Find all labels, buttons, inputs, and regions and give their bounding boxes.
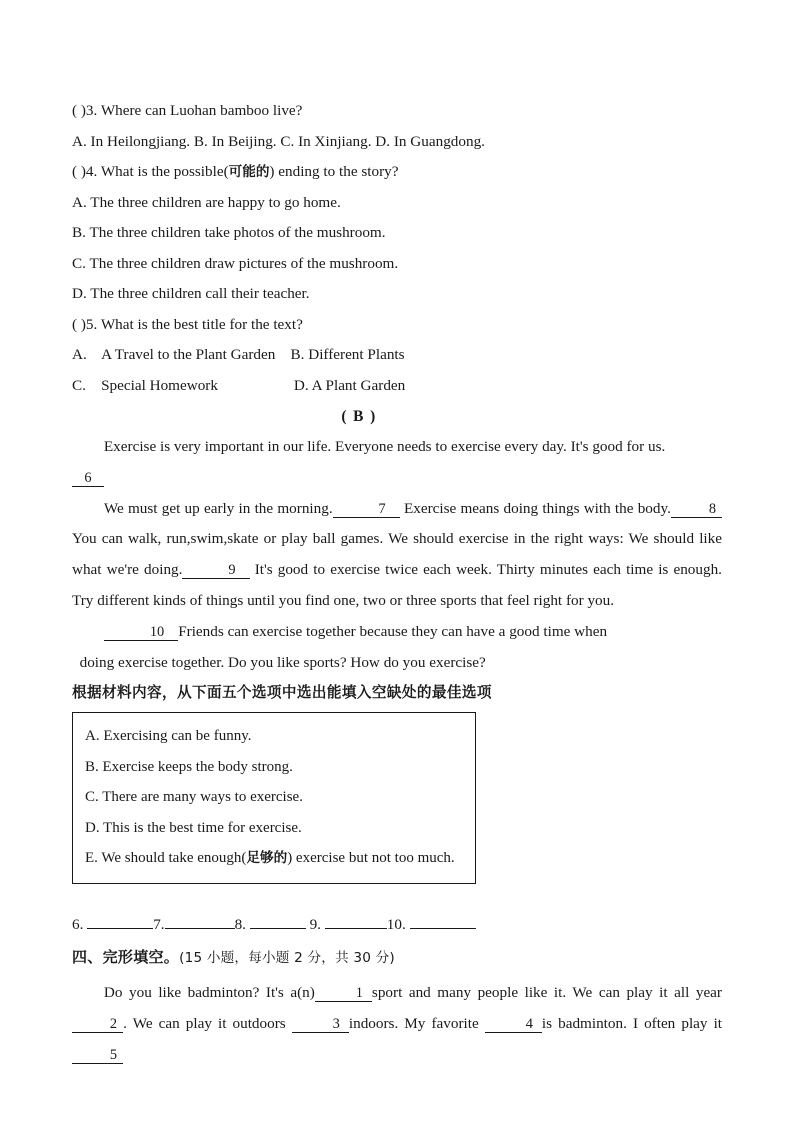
answer-blank-8[interactable] xyxy=(250,915,306,929)
cloze-blank-2[interactable]: 2 xyxy=(72,1016,123,1033)
answer-blank-9[interactable] xyxy=(325,915,387,929)
answer-blank-6[interactable] xyxy=(87,915,153,929)
question-3-stem: ( )3. Where can Luohan bamboo live? xyxy=(72,102,303,119)
cloze-text-a: Do you like badminton? It's a(n) xyxy=(103,983,315,1001)
question-5-options-row-2: C. Special Homework D. A Plant Garden xyxy=(72,376,406,394)
passage-p2-text-d: It's good to exercise twice each week. Thirty minutes each time is enough. Try different kinds of things until you find one, two or three sports that feel right for you. xyxy=(72,561,722,609)
question-4-stem-tail: ) ending to the story? xyxy=(269,163,399,180)
question-4-stem-head: ( )4. What is the possible( xyxy=(72,163,229,180)
question-4-stem xyxy=(72,157,722,188)
box-option-e-head: E. We should take enough( xyxy=(85,850,247,867)
passage-blank-6-line xyxy=(72,463,722,494)
box-option-e-gloss-cn: 足够的 xyxy=(246,850,288,867)
answer-blank-10[interactable] xyxy=(410,915,476,929)
passage-blank-6[interactable]: 6 xyxy=(72,470,104,487)
cloze-blank-5[interactable]: 5 xyxy=(72,1047,123,1064)
box-option-a[interactable]: A. Exercising can be funny. xyxy=(85,728,252,745)
cloze-blank-4[interactable]: 4 xyxy=(485,1016,542,1033)
section-four-subtitle: (15 小题，每小题 2 分，共 30 分) xyxy=(179,949,395,966)
question-5-stem: ( )5. What is the best title for the text? xyxy=(72,315,303,333)
passage-p3-text-a: Friends can exercise together because they can have a good time when xyxy=(178,622,608,640)
passage-blank-8[interactable]: 8 xyxy=(671,501,722,518)
box-option-e-tail: ) exercise but not too much. xyxy=(287,850,455,867)
cloze-paragraph xyxy=(72,977,722,1070)
cloze-text-c: . We can play it outdoors xyxy=(123,1014,286,1032)
passage-p2-text-c: You can walk, run,swim,skate or play ball games. We should exercise in the right ways: We should like what we're doing. xyxy=(72,530,722,579)
instruction-chinese: 根据材料内容，从下面五个选项中选出能填入空缺处的最佳选项 xyxy=(72,684,492,702)
passage-blank-9[interactable]: 9 xyxy=(182,562,249,579)
passage-paragraph-2 xyxy=(72,494,722,617)
cloze-text-d: indoors. My favorite xyxy=(348,1014,479,1032)
answer-label-8: 8. xyxy=(234,915,246,933)
question-4-option-b: B. The three children take photos of the mushroom. xyxy=(72,224,386,241)
answer-blanks-row xyxy=(72,910,722,940)
passage-blank-10[interactable]: 10 xyxy=(104,624,178,641)
answer-label-7: 7. xyxy=(153,915,165,933)
page-content xyxy=(72,96,722,1070)
cloze-text-e: is badminton. I often play it xyxy=(541,1014,723,1032)
question-4-gloss-cn: 可能的 xyxy=(228,164,270,180)
cloze-blank-1[interactable]: 1 xyxy=(315,985,372,1002)
question-5-options-row-1: A. A Travel to the Plant Garden B. Different Plants xyxy=(72,346,405,363)
question-3-options: A. In Heilongjiang. B. In Beijing. C. In Xinjiang. D. In Guangdong. xyxy=(72,132,485,150)
answer-marker: ( B ) xyxy=(341,408,377,425)
answer-label-6: 6. xyxy=(72,915,84,933)
section-four-heading xyxy=(72,942,722,973)
passage-blank-7[interactable]: 7 xyxy=(333,501,400,518)
answer-label-9: 9. xyxy=(309,915,321,933)
box-option-c[interactable]: C. There are many ways to exercise. xyxy=(85,789,303,806)
box-option-e[interactable] xyxy=(85,843,475,874)
cloze-text-b: sport and many people like it. We can play it all year xyxy=(371,983,722,1001)
box-option-d[interactable]: D. This is the best time for exercise. xyxy=(85,819,302,836)
box-option-b[interactable]: B. Exercise keeps the body strong. xyxy=(85,758,293,775)
passage-paragraph-1 xyxy=(72,432,722,463)
question-4-option-a: A. The three children are happy to go home. xyxy=(72,193,341,211)
question-4-option-c: C. The three children draw pictures of the mushroom. xyxy=(72,254,399,272)
passage-p1-text: Exercise is very important in our life. Everyone needs to exercise every day. It's good for us. xyxy=(103,438,666,455)
passage-paragraph-3-cont: doing exercise together. Do you like sports? How do you exercise? xyxy=(79,653,486,671)
question-4-option-d: D. The three children call their teacher. xyxy=(72,285,310,302)
passage-p2-text-b: Exercise means doing things with the body. xyxy=(403,499,671,517)
passage-p2-text-a: We must get up early in the morning. xyxy=(103,499,333,517)
section-four-title: 四、完形填空。 xyxy=(72,947,180,966)
cloze-blank-3[interactable]: 3 xyxy=(292,1016,349,1033)
answer-label-10: 10. xyxy=(386,915,406,933)
answer-blank-7[interactable] xyxy=(165,915,235,929)
passage-paragraph-3 xyxy=(72,617,722,648)
option-choices-box xyxy=(72,712,476,884)
